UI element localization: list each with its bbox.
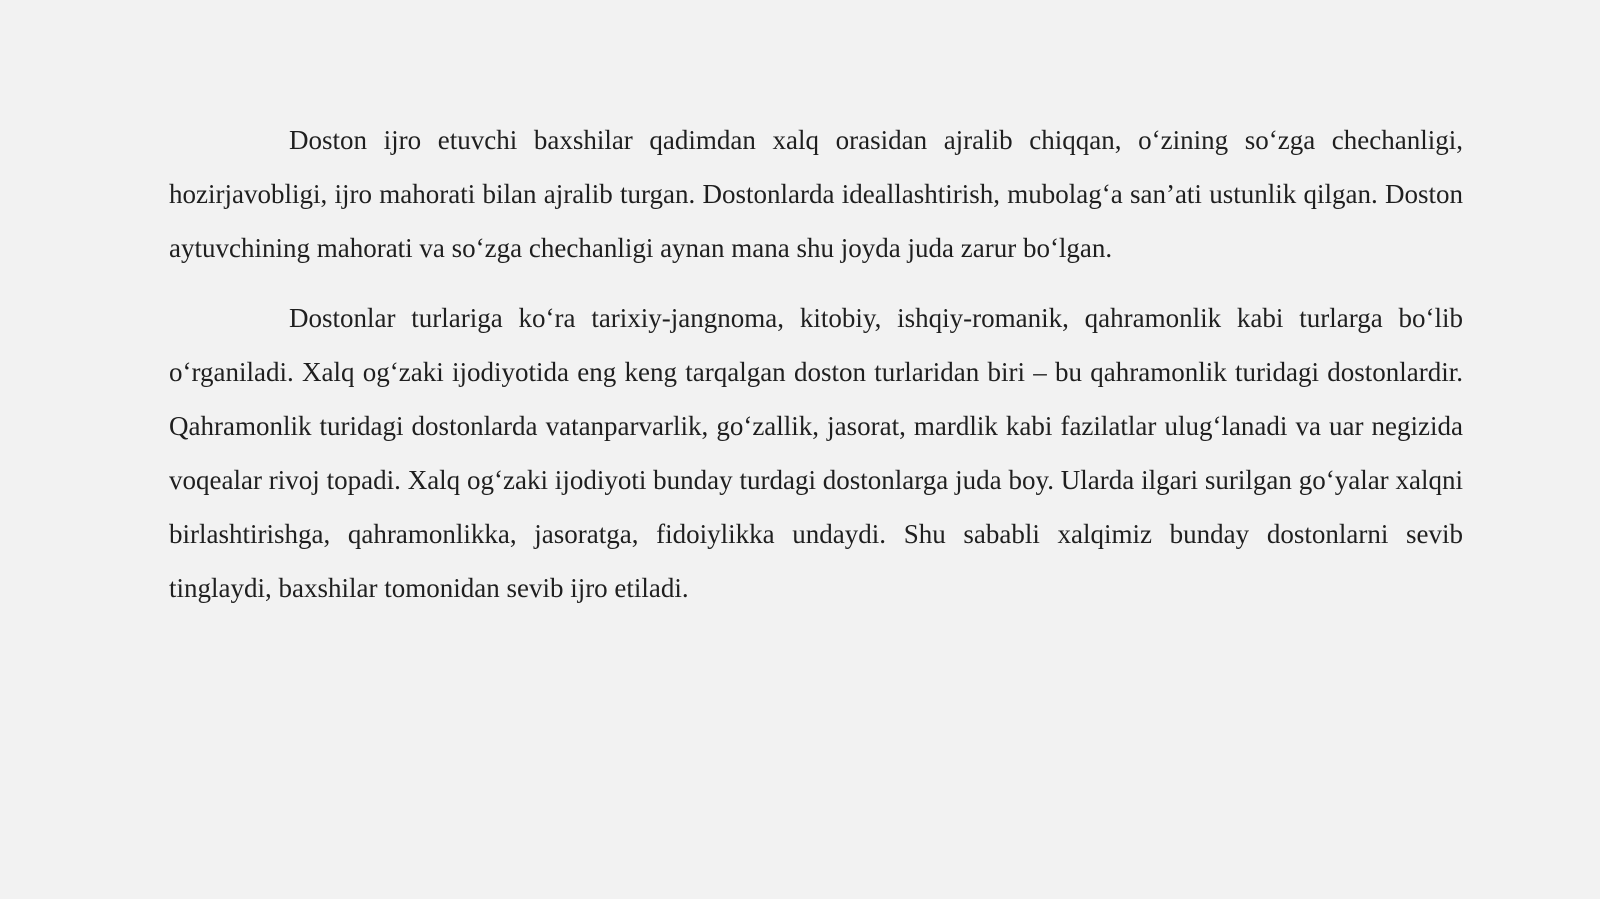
document-page [169,113,1463,615]
paragraph-1: Doston ijro etuvchi baxshilar qadimdan xalq orasidan ajralib chiqqan, o‘zining so‘zga chechanligi, hozirjavobligi, ijro mahorati bilan ajralib turgan. Dostonlarda ideallashtirish, mubolag‘a san’ati ustunlik qilgan. Doston aytuvchining mahorati va so‘zga chechanligi aynan mana shu joyda juda zarur bo‘lgan. [169,125,1463,263]
paragraph-2: Dostonlar turlariga ko‘ra tarixiy-jangnoma, kitobiy, ishqiy-romanik, qahramonlik kabi turlarga bo‘lib o‘rganiladi. Xalq og‘zaki ijodiyotida eng keng tarqalgan doston turlaridan biri – bu qahramonlik turidagi dostonlardir. Qahramonlik turidagi dostonlarda vatanparvarlik, go‘zallik, jasorat, mardlik kabi fazilatlar ulug‘lanadi va uar negizida voqealar rivoj topadi. Xalq og‘zaki ijodiyoti bunday turdagi dostonlarga juda boy. Ularda ilgari surilgan go‘yalar xalqni birlashtirishga, qahramonlikka, jasoratga, fidoiylikka undaydi. Shu sababli xalqimiz bunday dostonlarni sevib tinglaydi, baxshilar tomonidan sevib ijro etiladi. [169,303,1463,603]
